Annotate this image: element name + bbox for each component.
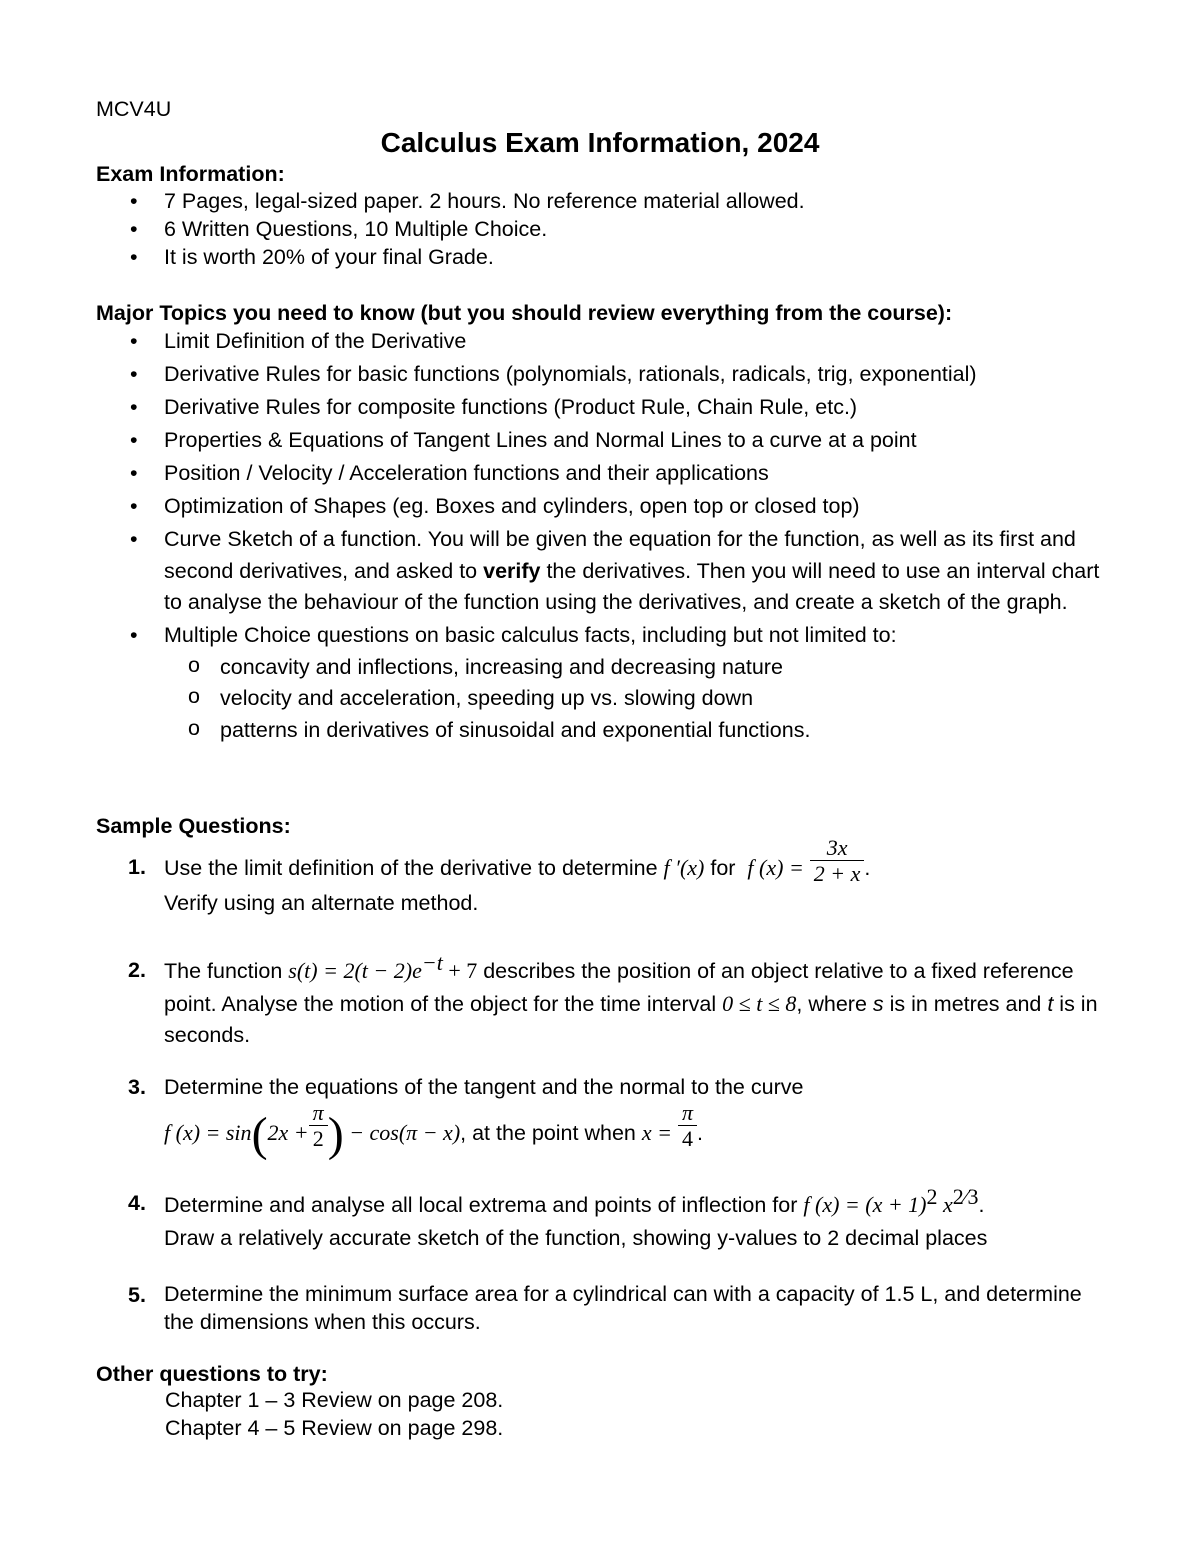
question-3 bbox=[96, 1072, 1106, 1161]
right-paren: ) bbox=[327, 1107, 344, 1161]
list-item-multiple-choice bbox=[96, 620, 1106, 746]
question-number: 2. bbox=[128, 958, 146, 982]
question-number: 1. bbox=[128, 855, 146, 879]
curve-function: f (x) = sin bbox=[164, 1120, 252, 1145]
page-title: Calculus Exam Information, 2024 bbox=[380, 127, 820, 158]
question-text: , at the point when bbox=[460, 1121, 642, 1145]
exponent: 2⁄3 bbox=[952, 1183, 979, 1209]
exam-info-list bbox=[96, 187, 1106, 271]
list-item: • 7 Pages, legal-sized paper. 2 hours. No reference material allowed. bbox=[96, 187, 1106, 215]
question-number: 3. bbox=[128, 1075, 146, 1099]
fraction bbox=[309, 1100, 328, 1151]
punctuation: . bbox=[864, 856, 871, 880]
list-item: • Optimization of Shapes (eg. Boxes and cylinders, open top or closed top) bbox=[96, 491, 1106, 523]
list-item: • Position / Velocity / Acceleration functions and their applications bbox=[96, 458, 1106, 490]
question-5 bbox=[96, 1280, 1106, 1336]
fraction-denominator: 2 + x bbox=[813, 860, 861, 886]
curve-cos-part: − cos(π − x) bbox=[343, 1120, 461, 1145]
left-paren: ( bbox=[251, 1107, 268, 1161]
variable-s: s bbox=[872, 991, 884, 1016]
variable-t: t bbox=[1047, 991, 1054, 1016]
question-4 bbox=[96, 1183, 1106, 1255]
point-expression: x = bbox=[641, 1120, 672, 1145]
question-line-2: Verify using an alternate method. bbox=[164, 890, 479, 915]
question-text: Use the limit definition of the derivative to determine bbox=[164, 856, 664, 880]
question-text: describes the position of an object relative to a fixed reference point. Analyse the motion of the object for the time interval bbox=[164, 959, 1074, 1016]
fraction bbox=[810, 835, 865, 886]
curve-inner: 2x + bbox=[267, 1120, 309, 1145]
question-text: for bbox=[704, 856, 742, 880]
fraction bbox=[678, 1100, 697, 1151]
sample-heading: Sample Questions: bbox=[96, 814, 291, 838]
list-item: • Properties & Equations of Tangent Lines and Normal Lines to a curve at a point bbox=[96, 425, 1106, 457]
exponent: 2 bbox=[926, 1183, 938, 1209]
list-item: • Limit Definition of the Derivative bbox=[96, 326, 1106, 358]
f-prime-expression: f ′(x) bbox=[663, 855, 705, 880]
question-text: Determine the minimum surface area for a cylindrical can with a capacity of 1.5 L, and determine the dimensions when this occurs. bbox=[164, 1282, 1082, 1334]
fraction-numerator: 3x bbox=[810, 835, 865, 861]
topics-heading: Major Topics you need to know (but you should review everything from the course): bbox=[96, 301, 953, 325]
question-line-2: Draw a relatively accurate sketch of the function, showing y-values to 2 decimal places bbox=[164, 1226, 988, 1250]
list-item: • Derivative Rules for basic functions (polynomials, rationals, radicals, trig, exponential) bbox=[96, 359, 1106, 391]
question-number: 5. bbox=[128, 1283, 146, 1307]
fraction-numerator: π bbox=[678, 1100, 697, 1126]
question-text: Determine the equations of the tangent and the normal to the curve bbox=[164, 1075, 804, 1099]
function-expression: f (x) = (x + 1) bbox=[803, 1192, 927, 1217]
fraction-denominator: 4 bbox=[681, 1125, 693, 1151]
question-text: Determine and analyse all local extrema and points of inflection for bbox=[164, 1193, 804, 1217]
position-function: s(t) = 2(t − 2)e bbox=[288, 958, 422, 983]
topics-list bbox=[96, 326, 1106, 746]
function-expression-tail: x bbox=[937, 1192, 953, 1217]
position-function-tail: + 7 bbox=[442, 958, 478, 983]
question-number: 4. bbox=[128, 1191, 146, 1215]
curve-sketch-text-a: Curve Sketch of a function. You will be given the equation for the function, as well as its first and second derivatives, and asked to bbox=[164, 527, 1076, 583]
question-2 bbox=[96, 949, 1106, 1052]
question-text: , where bbox=[796, 991, 873, 1016]
exponent: −t bbox=[421, 949, 443, 975]
question-1 bbox=[96, 834, 1106, 919]
multiple-choice-text: Multiple Choice questions on basic calculus facts, including but not limited to: bbox=[164, 623, 897, 647]
sub-list-item: o patterns in derivatives of sinusoidal and exponential functions. bbox=[164, 715, 1106, 747]
list-item: • Derivative Rules for composite functions (Product Rule, Chain Rule, etc.) bbox=[96, 392, 1106, 424]
punctuation: . bbox=[696, 1121, 703, 1145]
list-item: Chapter 4 – 5 Review on page 298. bbox=[165, 1416, 504, 1440]
course-code: MCV4U bbox=[96, 97, 172, 121]
list-item: • 6 Written Questions, 10 Multiple Choice. bbox=[96, 215, 1106, 243]
fraction-numerator: π bbox=[309, 1100, 328, 1126]
question-text: is in metres and bbox=[883, 991, 1048, 1016]
exam-info-heading: Exam Information: bbox=[96, 162, 285, 186]
fraction-denominator: 2 bbox=[312, 1125, 324, 1151]
punctuation: . bbox=[978, 1193, 985, 1217]
list-item: Chapter 1 – 3 Review on page 208. bbox=[165, 1388, 504, 1412]
verify-emphasis: verify bbox=[483, 558, 541, 583]
list-item-curve-sketch bbox=[96, 524, 1106, 619]
curve-sketch-text-b: the derivatives. Then you will need to use an interval chart to analyse the behaviour of the function using the derivatives, and create a sketch of the graph. bbox=[164, 558, 1100, 614]
time-interval: 0 ≤ t ≤ 8 bbox=[722, 990, 797, 1016]
other-heading: Other questions to try: bbox=[96, 1362, 328, 1386]
question-text: The function bbox=[164, 959, 289, 983]
sub-list-item: o velocity and acceleration, speeding up vs. slowing down bbox=[164, 683, 1106, 715]
list-item: • It is worth 20% of your final Grade. bbox=[96, 243, 1106, 271]
sub-list-item: o concavity and inflections, increasing and decreasing nature bbox=[164, 652, 1106, 684]
question-text: is in seconds. bbox=[164, 991, 1098, 1047]
other-list bbox=[165, 1386, 503, 1442]
function-expression: f (x) = bbox=[747, 855, 804, 880]
